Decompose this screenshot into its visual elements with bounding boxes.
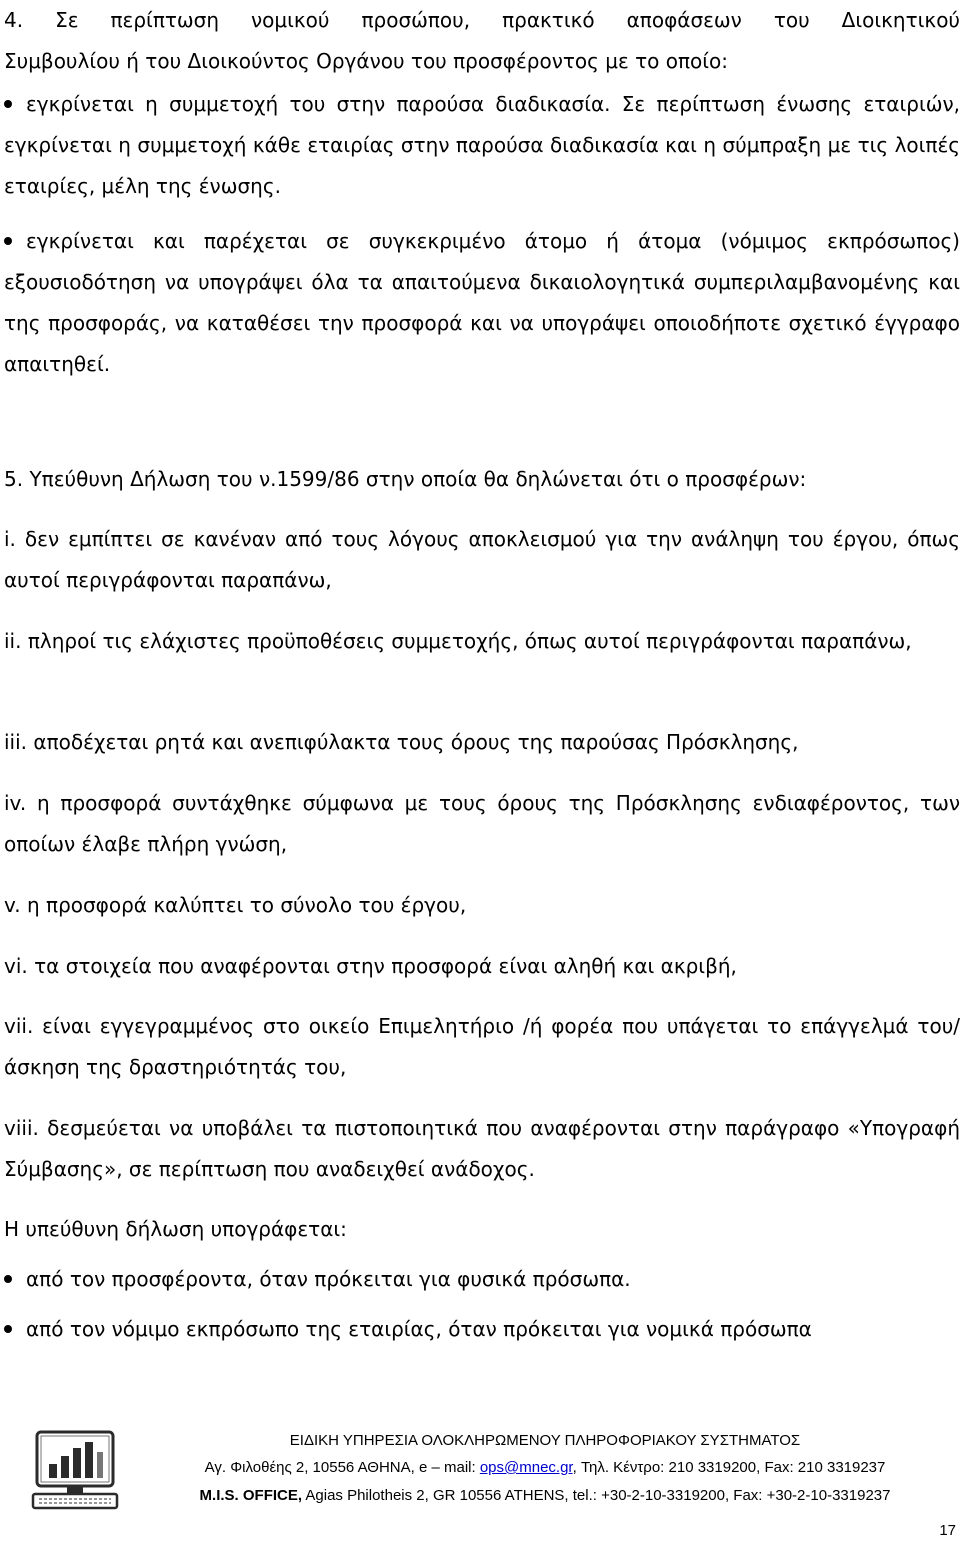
item4-bullet-1-text: εγκρίνεται η συμμετοχή του στην παρούσα διαδικασία. Σε περίπτωση ένωσης εταιριών, εγκρίνεται η συμμετοχή κάθε εταιρίας στην παρούσα διαδικασία και η σύμπραξη με τις λοιπές εταιρίες, μέλη της ένωσης. — [4, 92, 960, 198]
bullet-icon — [4, 237, 12, 245]
signed-bullet-2 — [4, 1309, 960, 1350]
footer-org: ΕΙΔΙΚΗ ΥΠΗΡΕΣΙΑ ΟΛΟΚΛΗΡΩΜΕΝΟΥ ΠΛΗΡΟΦΟΡΙΑΚΟΥ ΣΥΣΤΗΜΑΤΟΣ — [289, 1432, 801, 1449]
footer-address-post: , Τηλ. Κέντρο: 210 3319200, Fax: 210 3319237 — [572, 1459, 886, 1476]
item4-line1: 4. Σε περίπτωση νομικού προσώπου, πρακτικό αποφάσεων του Διοικητικού — [4, 8, 960, 32]
footer-address-pre: Αγ. Φιλοθέης 2, 10556 ΑΘΗΝΑ, e – mail: — [204, 1459, 480, 1476]
item5-point-iv: iv. η προσφορά συντάχθηκε σύμφωνα με τους όρους της Πρόσκλησης ενδιαφέροντος, των οποίων έλαβε πλήρη γνώση, — [4, 791, 960, 856]
item5-point-iii: iii. αποδέχεται ρητά και ανεπιφύλακτα τους όρους της παρούσας Πρόσκλησης, — [4, 730, 799, 754]
computer-logo-icon — [31, 1428, 119, 1512]
signed-intro: Η υπεύθυνη δήλωση υπογράφεται: — [4, 1217, 347, 1241]
footer-en-rest: Agias Philotheis 2, GR 10556 ATHENS, tel.: +30-2-10-3319200, Fax: +30-2-10-3319237 — [302, 1487, 891, 1504]
item5-point-ii: ii. πληροί τις ελάχιστες προϋποθέσεις συμμετοχής, όπως αυτοί περιγράφονται παραπάνω, — [4, 629, 912, 653]
bullet-icon — [4, 1325, 12, 1333]
footer-address-gr — [130, 1459, 960, 1476]
footer-address-en — [130, 1487, 960, 1504]
footer-email-link[interactable]: ops@mnec.gr — [479, 1459, 573, 1476]
signed-bullet-2-text: από τον νόμιμο εκπρόσωπο της εταιρίας, όταν πρόκειται για νομικά πρόσωπα — [26, 1317, 812, 1341]
footer-en-bold: M.I.S. OFFICE, — [199, 1487, 303, 1504]
bullet-icon — [4, 100, 12, 108]
item5-point-viii: viii. δεσμεύεται να υποβάλει τα πιστοποιητικά που αναφέρονται στην παράγραφο «Υπογραφή Σύμβασης», σε περίπτωση που αναδειχθεί ανάδοχος. — [4, 1116, 960, 1181]
page-number: 17 — [939, 1522, 956, 1539]
item5-point-vii: vii. είναι εγγεγραμμένος στο οικείο Επιμελητήριο /ή φορέα που υπάγεται το επάγγελμά του/άσκηση της δραστηριότητάς του, — [4, 1014, 960, 1079]
item4-bullet-1 — [4, 84, 960, 207]
item5-heading: 5. Υπεύθυνη Δήλωση του ν.1599/86 στην οποία θα δηλώνεται ότι ο προσφέρων: — [4, 467, 807, 491]
page-footer — [0, 1428, 960, 1512]
item4-line2: Συμβουλίου ή του Διοικούντος Οργάνου του προσφέροντος με το οποίο: — [4, 49, 729, 73]
item4-bullet-2 — [4, 221, 960, 385]
signed-bullet-1-text: από τον προσφέροντα, όταν πρόκειται για φυσικά πρόσωπα. — [26, 1267, 631, 1291]
item4-bullet-2-text: εγκρίνεται και παρέχεται σε συγκεκριμένο άτομο ή άτομα (νόμιμος εκπρόσωπος) εξουσιοδότηση να υπογράψει όλα τα απαιτούμενα δικαιολογητικά συμπεριλαμβανομένης και της προσφοράς, να καταθέσει την προσφορά και να υπογράψει οποιοδήποτε σχετικό έγγραφο απαιτηθεί. — [4, 229, 960, 376]
item5-point-v: v. η προσφορά καλύπτει το σύνολο του έργου, — [4, 893, 467, 917]
bullet-icon — [4, 1275, 12, 1283]
item5-point-i: i. δεν εμπίπτει σε κανέναν από τους λόγους αποκλεισμού για την ανάληψη του έργου, όπως αυτοί περιγράφονται παραπάνω, — [4, 527, 960, 592]
item4-paragraph — [4, 0, 960, 82]
item5-point-vi: vi. τα στοιχεία που αναφέρονται στην προσφορά είναι αληθή και ακριβή, — [4, 954, 737, 978]
signed-bullet-1 — [4, 1259, 960, 1300]
